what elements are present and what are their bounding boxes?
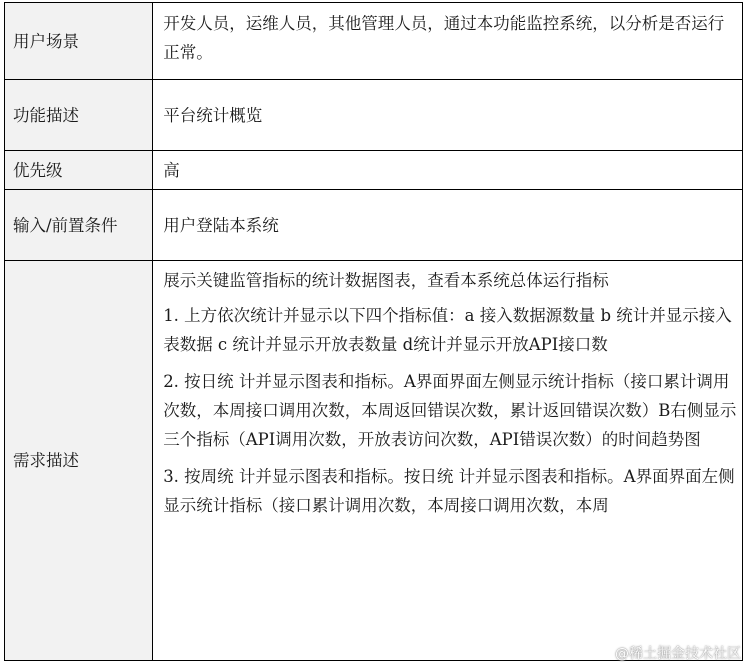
requirement-description-value bbox=[153, 261, 743, 661]
function-description-label: 功能描述 bbox=[5, 80, 153, 151]
requirement-description-label: 需求描述 bbox=[5, 261, 153, 661]
requirement-item-3: 3. 按周统 计并显示图表和指标。按日统 计并显示图表和指标。A界面界面左侧显示统计指标（接口累计调用次数，本周接口调用次数，本周 bbox=[163, 467, 735, 515]
priority-label: 优先级 bbox=[5, 151, 153, 190]
function-description-value: 平台统计概览 bbox=[153, 80, 743, 151]
requirement-item-1: 1. 上方依次统计并显示以下四个指标值：a 接入数据源数量 b 统计并显示接入表数据 c 统计并显示开放表数量 d统计并显示开放API接口数 bbox=[163, 306, 732, 354]
table-row-priority bbox=[5, 151, 743, 190]
requirement-item-2: 2. 按日统 计并显示图表和指标。A界面界面左侧显示统计指标（接口累计调用次数，本周接口调用次数，本周返回错误次数，累计返回错误次数）B右侧显示三个指标（API调用次数，开放表访问次数，API错误次数）的时间趋势图 bbox=[163, 372, 737, 449]
priority-value: 高 bbox=[153, 151, 743, 190]
requirements-spec-table bbox=[4, 2, 743, 661]
table-row-input-precondition bbox=[5, 190, 743, 261]
user-scenario-label: 用户场景 bbox=[5, 3, 153, 80]
requirement-summary: 展示关键监管指标的统计数据图表，查看本系统总体运行指标 bbox=[163, 271, 609, 290]
input-precondition-value: 用户登陆本系统 bbox=[153, 190, 743, 261]
watermark: @稀土掘金技术社区 bbox=[615, 646, 741, 662]
table-row-requirement-description bbox=[5, 261, 743, 661]
user-scenario-value: 开发人员，运维人员，其他管理人员，通过本功能监控系统，以分析是否运行正常。 bbox=[153, 3, 743, 80]
table-row-function-description bbox=[5, 80, 743, 151]
table-row-user-scenario bbox=[5, 3, 743, 80]
input-precondition-label: 输入/前置条件 bbox=[5, 190, 153, 261]
